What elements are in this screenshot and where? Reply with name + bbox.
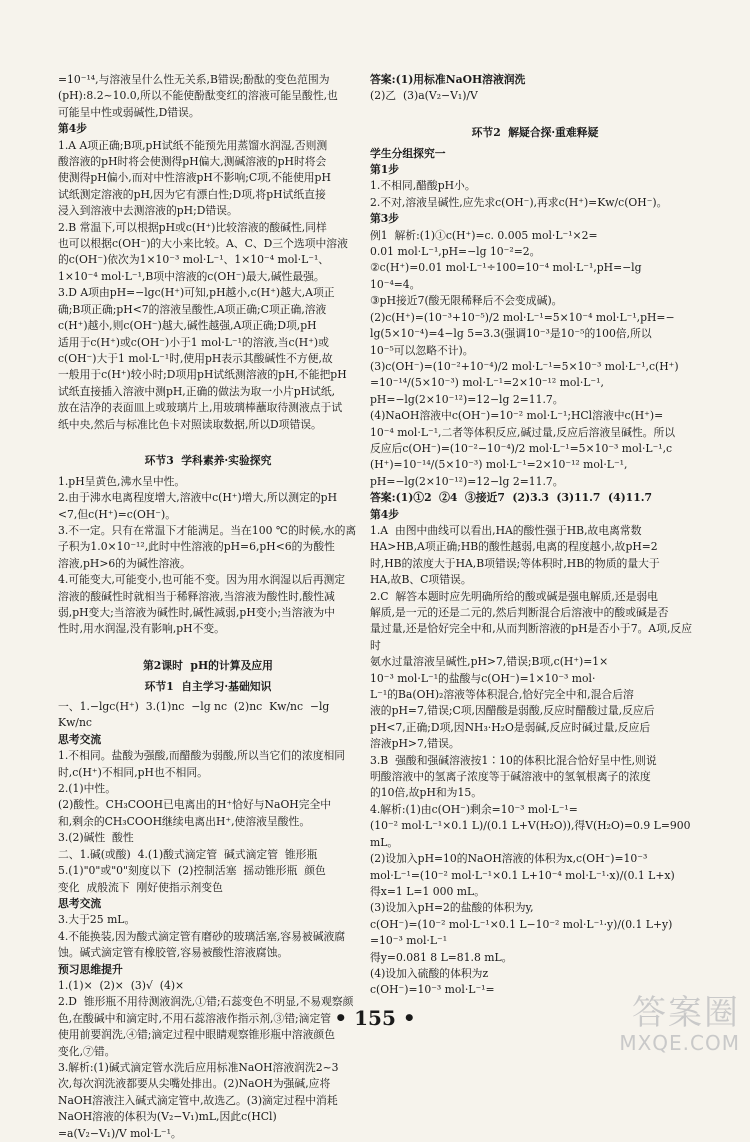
left-column-line: 子积为1.0×10⁻¹²,此时中性溶液的pH=6,pH<6的为酸性 — [58, 540, 335, 554]
right-column-line: 0.01 mol·L⁻¹,pH=−lg 10⁻²=2。 — [370, 245, 541, 259]
right-column-line: 1.A 由图中曲线可以看出,HA的酸性强于HB,故电离常数 — [370, 523, 642, 537]
right-column-line: 10⁻⁴ mol·L⁻¹,二者等体积反应,碱过量,反应后溶液呈碱性。所以 — [370, 425, 676, 439]
right-column-line: 氨水过量溶液呈碱性,pH>7,错误;B项,c(H⁺)=1× — [370, 655, 609, 669]
right-column-line: 环节2 解疑合探·重难释疑 — [471, 126, 599, 140]
right-column-line: (3)c(OH⁻)=(10⁻²+10⁻⁴)/2 mol·L⁻¹=5×10⁻³ mol·L⁻¹,c(H⁺) — [370, 359, 679, 373]
left-column-line: 2.B 常温下,可以根据pH或c(H⁺)比较溶液的酸碱性,同样 — [58, 220, 327, 234]
right-column-line: (3)设加入pH=2的盐酸的体积为y, — [370, 901, 534, 915]
left-column-line: 二、1.碱(或酸) 4.(1)酸式滴定管 碱式滴定管 锥形瓶 — [58, 847, 318, 861]
right-column-line: 溶液pH>7,错误。 — [370, 737, 460, 751]
left-column-line: 可能呈中性或弱碱性,D错误。 — [58, 105, 200, 119]
right-column-line: 答案:(1)用标准NaOH溶液润洗 — [370, 73, 526, 86]
left-column-line: 试纸测定溶液的pH,因为它有漂白性;D项,将pH试纸直接 — [58, 187, 326, 201]
right-column-line: HA>HB,A项正确;HB的酸性越弱,电离的程度越小,故pH=2 — [370, 540, 658, 554]
left-column-line: <7,但c(H⁺)=c(OH⁻)。 — [58, 507, 177, 521]
right-column-line — [370, 105, 700, 121]
right-column-line: pH<7,正确;D项,因NH₃·H₂O是弱碱,反应时碱过量,反应后 — [370, 720, 651, 734]
page-number: • 155 • — [334, 1006, 416, 1030]
left-column-line: 使测得pH偏小,而对中性溶液pH不影响;C项,不能使用pH — [58, 171, 331, 185]
left-column-line: 使用前要润洗,④错;滴定过程中眼睛观察锥形瓶中溶液颜色 — [58, 1028, 335, 1042]
left-column-line: 第2课时 pH的计算及应用 — [143, 659, 273, 673]
right-column-line: 反应后c(OH⁻)=(10⁻²−10⁻⁴)/2 mol·L⁻¹=5×10⁻³ mol·L⁻¹,c — [370, 441, 673, 455]
right-column-line: 液的pH=7,错误;C项,因醋酸是弱酸,反应时醋酸过量,反应后 — [370, 704, 655, 718]
right-column-line: 第1步 — [370, 163, 400, 177]
right-column-line: =10⁻³ mol·L⁻¹ — [370, 934, 448, 948]
right-column-line: (2)乙 (3)a(V₂−V₁)/V — [370, 89, 478, 103]
right-column-line: 第3步 — [370, 212, 400, 226]
left-column-line: 色,在酸碱中和滴定时,不用石蕊溶液作指示剂,③错;滴定管 — [58, 1011, 332, 1025]
left-column-line: 环节1 自主学习·基础知识 — [144, 679, 272, 693]
watermark-logo-text: 答案圈 — [632, 992, 740, 1033]
left-column-line: 适用于c(H⁺)或c(OH⁻)小于1 mol·L⁻¹的溶液,当c(H⁺)或 — [58, 335, 329, 349]
watermark-site-text: MXQE.COM — [619, 1031, 740, 1055]
left-column-line: 4.可能变大,可能变小,也可能不变。因为用水润湿以后再测定 — [58, 573, 346, 587]
left-column-line: 蚀。碱式滴定管有橡胶管,容易被酸性溶液腐蚀。 — [58, 946, 289, 960]
left-column-line: 的c(OH⁻)依次为1×10⁻³ mol·L⁻¹、1×10⁻⁴ mol·L⁻¹、 — [58, 253, 330, 267]
left-column-line: 时,c(H⁺)不相同,pH也不相同。 — [58, 765, 208, 779]
right-column-line: 10⁻⁴=4。 — [370, 277, 421, 291]
right-column-line: lg(5×10⁻⁴)=4−lg 5=3.3(强调10⁻³是10⁻⁵的100倍,所以 — [370, 327, 652, 341]
left-column-line: 2.D 锥形瓶不用待测液润洗,①错;石蕊变色不明显,不易观察颜 — [58, 995, 354, 1009]
left-column-line: 确;B项正确;pH<7的溶液呈酸性,A项正确;C项正确,溶液 — [58, 302, 327, 316]
left-column-line: 一般用于c(H⁺)较小时;D项用pH试纸测溶液的pH,不能把pH — [58, 368, 347, 382]
left-column-line: (pH):8.2~10.0,所以不能使酚酞变红的溶液可能呈酸性,也 — [58, 89, 338, 103]
left-column-line — [58, 433, 358, 449]
right-column-line: pH=−lg(2×10⁻¹²)=12−lg 2=11.7。 — [370, 474, 564, 488]
right-column-line: 时,HB的浓度大于HA,B项错误;等体积时,HB的物质的量大于 — [370, 556, 660, 570]
right-column-line: 第4步 — [370, 507, 400, 521]
right-column-line: 量过量,还是恰好完全中和,从而判断溶液的pH是否小于7。A项,反应时 — [370, 622, 693, 652]
right-column-line: (4)NaOH溶液中c(OH⁻)=10⁻² mol·L⁻¹;HCl溶液中c(H⁺)= — [370, 409, 664, 423]
left-column-line: 3.D A项由pH=−lgc(H⁺)可知,pH越小,c(H⁺)越大,A项正 — [58, 286, 335, 300]
left-column-line: 4.不能换装,因为酸式滴定管有磨砂的玻璃活塞,容易被碱液腐 — [58, 929, 346, 943]
right-column-line: 解质,是一元的还是二元的,然后判断混合后溶液中的酸或碱是否 — [370, 606, 669, 619]
right-column-line: 得y=0.081 8 L=81.8 mL。 — [370, 950, 513, 964]
left-column-line: 次,每次润洗液都要从尖嘴处排出。(2)NaOH为强碱,应将 — [58, 1077, 331, 1091]
right-column-line: 4.解析:(1)由c(OH⁻)剩余=10⁻³ mol·L⁻¹= — [370, 802, 578, 816]
right-column-line: 答案:(1)①2 ②4 ③接近7 (2)3.3 (3)11.7 (4)11.7 — [370, 491, 652, 505]
right-column-line: pH=−lg(2×10⁻¹²)=12−lg 2=11.7。 — [370, 392, 564, 406]
right-column-line: HA,故B、C项错误。 — [370, 573, 472, 587]
left-column-line: 放在洁净的表面皿上或玻璃片上,用玻璃棒蘸取待测液点于试 — [58, 401, 343, 415]
watermark-logo — [619, 992, 740, 1055]
right-column-line: ②c(H⁺)=0.01 mol·L⁻¹÷100=10⁻⁴ mol·L⁻¹,pH=−lg — [370, 261, 642, 275]
right-column-line: 的10倍,故pH和为15。 — [370, 786, 483, 800]
left-column-line: 变化 成般流下 刚好使指示剂变色 — [58, 880, 223, 894]
right-column-line: (H⁺)=10⁻¹⁴/(5×10⁻³) mol·L⁻¹=2×10⁻¹² mol·L⁻¹, — [370, 458, 628, 472]
right-column-line: c(OH⁻)=(10⁻² mol·L⁻¹×0.1 L−10⁻² mol·L⁻¹·y)/(0.1 L+y) — [370, 917, 673, 931]
left-column-line: 1.pH呈黄色,沸水呈中性。 — [58, 474, 186, 488]
left-column-line: c(OH⁻)大于1 mol·L⁻¹时,使用pH表示其酸碱性不方便,故 — [58, 351, 333, 365]
right-column-line: (10⁻² mol·L⁻¹×0.1 L)/(0.1 L+V(H₂O)),得V(H₂O)=0.9 L=900 mL。 — [370, 819, 694, 849]
right-column-line: 2.不对,溶液呈碱性,应先求c(OH⁻),再求c(H⁺)=Kw/c(OH⁻)。 — [370, 195, 668, 209]
left-column-line: 2.由于沸水电离程度增大,溶液中c(H⁺)增大,所以测定的pH — [58, 491, 338, 505]
left-column-line: (2)酸性。CH₃COOH已电离出的H⁺恰好与NaOH完全中 — [58, 798, 332, 812]
left-column-line: 预习思维提升 — [58, 962, 123, 976]
left-column-line: =10⁻¹⁴,与溶液呈什么性无关系,B错误;酚酞的变色范围为 — [58, 73, 330, 86]
left-column-line — [58, 638, 358, 654]
left-column-line: 1.(1)× (2)× (3)√ (4)× — [58, 978, 185, 992]
left-column-line: 也可以根据c(OH⁻)的大小来比较。A、C、D三个选项中溶液 — [58, 237, 348, 251]
left-column-line: 一、1.−lgc(H⁺) 3.(1)nc −lg nc (2)nc Kw/nc −lg Kw/nc — [58, 700, 333, 730]
left-column-line: 3.解析:(1)碱式滴定管水洗后应用标准NaOH溶液润洗2~3 — [58, 1060, 339, 1074]
right-column-line: (2)设加入pH=10的NaOH溶液的体积为x,c(OH⁻)=10⁻³ — [370, 852, 648, 866]
left-column — [58, 72, 358, 1140]
left-column-line: NaOH溶液的体积为(V₂−V₁)mL,因此c(HCl) — [58, 1110, 277, 1124]
left-column-line: NaOH溶液注入碱式滴定管中,故选乙。(3)滴定过程中消耗 — [58, 1093, 338, 1107]
left-column-line: 浸入到溶液中去测溶液的pH;D错误。 — [58, 204, 238, 218]
left-column-line: 变化,⑦错。 — [58, 1044, 116, 1058]
right-column-line: L⁻¹的Ba(OH)₂溶液等体积混合,恰好完全中和,混合后溶 — [370, 688, 634, 702]
left-column-line: 性时,用水润湿,没有影响,pH不变。 — [58, 622, 225, 636]
right-column-line: 明酸溶液中的氢离子浓度等于碱溶液中的氢氧根离子的浓度 — [370, 770, 651, 784]
right-column-line: c(OH⁻)=10⁻³ mol·L⁻¹= — [370, 983, 495, 997]
right-column-line: 3.B 强酸和强碱溶液按1∶10的体积比混合恰好呈中性,则说 — [370, 753, 657, 767]
left-column-line: 溶液的酸碱性时就相当于稀释溶液,当溶液为酸性时,酸性减 — [58, 589, 335, 603]
left-column-line: =a(V₂−V₁)/V mol·L⁻¹。 — [58, 1126, 182, 1140]
right-column-line: mol·L⁻¹=(10⁻² mol·L⁻¹×0.1 L+10⁻⁴ mol·L⁻¹·x)/(0.1 L+x) — [370, 868, 675, 882]
right-column-line: 1.不相同,醋酸pH小。 — [370, 179, 476, 193]
right-column-line: 10⁻³ mol·L⁻¹的盐酸与c(OH⁻)=1×10⁻³ mol· — [370, 671, 596, 685]
left-column-line: 溶液,pH>6的为碱性溶液。 — [58, 556, 191, 570]
left-column-line: 3.大于25 mL。 — [58, 913, 136, 927]
left-column-line: 5.(1)"0"或"0"刻度以下 (2)控制活塞 摇动锥形瓶 颜色 — [58, 864, 326, 878]
left-column-line: 思考交流 — [58, 896, 102, 910]
right-column-line: 学生分组探究一 — [370, 146, 446, 160]
left-column-line: 纸中央,然后与标准比色卡对照读取数据,所以D项错误。 — [58, 417, 322, 431]
left-column-line: 思考交流 — [58, 732, 102, 746]
left-column-line: 1.A A项正确;B项,pH试纸不能预先用蒸馏水润湿,否则测 — [58, 138, 328, 152]
right-column-line: 例1 解析:(1)①c(H⁺)=c. 0.005 mol·L⁻¹×2= — [370, 228, 598, 242]
left-column-line: 1.不相同。盐酸为强酸,而醋酸为弱酸,所以当它们的浓度相同 — [58, 749, 346, 763]
left-column-line: c(H⁺)越小,则c(OH⁻)越大,碱性越强,A项正确;D项,pH — [58, 319, 317, 333]
left-column-line: 2.(1)中性。 — [58, 782, 116, 796]
right-column — [370, 72, 700, 997]
left-column-line: 1×10⁻⁴ mol·L⁻¹,B项中溶液的c(OH⁻)最大,碱性最强。 — [58, 269, 325, 283]
right-column-line: (2)c(H⁺)=(10⁻³+10⁻⁵)/2 mol·L⁻¹=5×10⁻⁴ mol·L⁻¹,pH=− — [370, 310, 675, 324]
left-column-line: 酸溶液的pH时将会使测得pH偏大,测碱溶液的pH时将会 — [58, 155, 327, 169]
right-column-line: 10⁻⁵可以忽略不计)。 — [370, 343, 474, 357]
left-column-line: 环节3 学科素养·实验探究 — [144, 454, 272, 468]
right-column-line: 2.C 解答本题时应先明确所给的酸或碱是强电解质,还是弱电 — [370, 589, 658, 603]
right-column-line: 得x=1 L=1 000 mL。 — [370, 884, 485, 898]
left-column-line: 3.(2)碱性 酸性 — [58, 831, 134, 845]
left-column-line: 3.不一定。只有在常温下才能满足。当在100 ℃的时候,水的离 — [58, 523, 357, 537]
left-column-line: 试纸直接插入溶液中测pH,正确的做法为取一小片pH试纸, — [58, 384, 336, 398]
right-column-line: =10⁻¹⁴/(5×10⁻³) mol·L⁻¹=2×10⁻¹² mol·L⁻¹, — [370, 376, 604, 390]
left-column-line: 弱,pH变大;当溶液为碱性时,碱性减弱,pH变小;当溶液为中 — [58, 606, 335, 619]
right-column-line: ③pH接近7(酸无限稀释后不会变成碱)。 — [370, 294, 563, 308]
left-column-line: 和,剩余的CH₃COOH继续电离出H⁺,使溶液呈酸性。 — [58, 814, 311, 828]
left-column-line: 第4步 — [58, 122, 88, 136]
right-column-line: (4)设加入硫酸的体积为z — [370, 966, 489, 980]
